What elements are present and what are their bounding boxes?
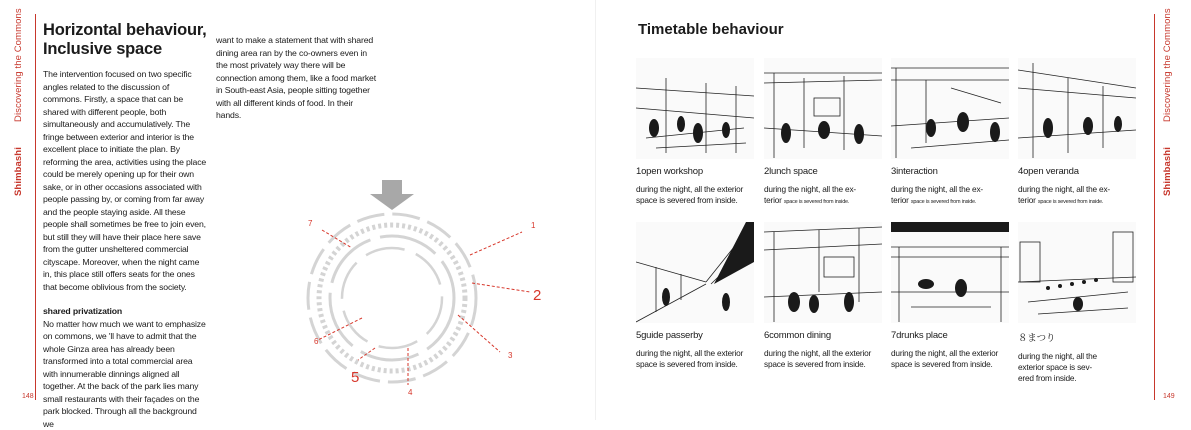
sketch-common-dining: [764, 222, 882, 323]
subhead-shared-privatization: shared privatization: [43, 305, 208, 318]
diagram-ring-inner: [342, 248, 442, 348]
diagram-svg: [300, 180, 550, 400]
left-running-head: Discovering the Commons: [13, 8, 24, 122]
panel-common-dining: [764, 222, 882, 370]
sketch-guide-passerby: [636, 222, 754, 323]
diagram-label-3: 3: [508, 351, 513, 360]
panel-open-workshop: [636, 58, 754, 206]
panel-caption: 3interaction: [891, 166, 1009, 177]
panel-caption: 4open veranda: [1018, 166, 1136, 177]
panel-guide-passerby: [636, 222, 754, 370]
panel-caption: 7drunks place: [891, 330, 1009, 341]
panel-caption: 1open workshop: [636, 166, 754, 177]
diagram-label-7: 7: [308, 219, 313, 228]
sketch-interaction: [891, 58, 1009, 159]
left-section-name: Shimbashi: [13, 147, 24, 196]
diagram-ring-outer: [308, 214, 476, 382]
paragraph-intro: The intervention focused on two specific angles related to the discussion of commons. Firstly, a space that can be shared with different people, both simultaneously and accumulatively. The fringe between exterior and interior is the excellent place to initiate the plan. By reforming the area, activities using the place could be merely opening up for their own sake, or in other occasions associated with people passing by, or coming from far away and the people staying aside. All these people shall sometimes be free to join even, but still they will have their place here save from the gutter unsheltered commercial cityscape. Moreover, when the night came in, this place still offers seats for the ones that become oblivious from the society.: [43, 68, 208, 293]
sketch-open-veranda: [1018, 58, 1136, 159]
diagram-label-4: 4: [408, 388, 413, 397]
panel-open-veranda: [1018, 58, 1136, 208]
sketch-open-workshop: [636, 58, 754, 159]
timetable-title: Timetable behaviour: [638, 21, 784, 38]
panel-description: during the night, all the exterior space is severed from inside.: [891, 348, 1009, 370]
panel-description: during the night, all the exterior space is severed from inside.: [764, 348, 882, 370]
panel-caption: 2lunch space: [764, 166, 882, 177]
sketch-matsuri: [1018, 222, 1136, 323]
diagram-label-1: 1: [531, 221, 536, 230]
left-margin-rule: [35, 14, 36, 400]
title-line-2: Inclusive space: [43, 40, 223, 59]
sketch-grid: [636, 58, 1136, 398]
diagram-label-2: 2: [533, 287, 541, 304]
panel-description: during the night, all the exterior space is sev- ered from inside.: [1018, 351, 1136, 384]
panel-description: during the night, all the ex- terior space is severed from inside.: [764, 184, 882, 208]
circular-diagram: [300, 180, 550, 400]
left-page-number: 148: [22, 393, 34, 400]
diagram-label-6: 6: [314, 337, 319, 346]
panel-lunch-space: [764, 58, 882, 208]
body-column-2: [216, 34, 380, 122]
panel-drunks-place: [891, 222, 1009, 370]
sketch-drunks-place: [891, 222, 1009, 323]
right-section-name: Shimbashi: [1162, 147, 1173, 196]
diagram-ring-middle: [330, 236, 454, 360]
left-page: [0, 0, 595, 420]
panel-matsuri: [1018, 222, 1136, 384]
panel-description: during the night, all the ex- terior space is severed from inside.: [1018, 184, 1136, 208]
diagram-label-5: 5: [351, 369, 359, 386]
sketch-lunch-space: [764, 58, 882, 159]
right-page-number: 149: [1163, 393, 1175, 400]
panel-description: during the night, all the ex- terior space is severed from inside.: [891, 184, 1009, 208]
title-line-1: Horizontal behaviour,: [43, 21, 223, 40]
panel-description: during the night, all the exterior space is severed from inside.: [636, 184, 754, 206]
paragraph-shared: No matter how much we want to emphasize on commons, we 'll have to admit that the whole Ginza area has already been transformed into a total commercial area with innumerable dinnings aligned all together. At the back of the park lies many small restaurants with their façades on the park blocked. Through all the background we: [43, 318, 208, 430]
page-title: [43, 21, 223, 59]
panel-caption: 6common dining: [764, 330, 882, 341]
right-running-head: Discovering the Commons: [1162, 8, 1173, 122]
panel-caption: 5guide passerby: [636, 330, 754, 341]
panel-description: during the night, all the exterior space is severed from inside.: [636, 348, 754, 370]
panel-interaction: [891, 58, 1009, 208]
right-margin-rule: [1154, 14, 1155, 400]
body-column-1: [43, 68, 208, 430]
down-arrow-icon: [370, 180, 414, 210]
paragraph-statement: want to make a statement that with shared dining area ran by the co-owners even in the most privately way there will be connection among them, like a food market in South-east Asia, people sitting together with all different kinds of food. In their hands.: [216, 34, 380, 122]
panel-caption: ８まつり: [1018, 330, 1136, 344]
